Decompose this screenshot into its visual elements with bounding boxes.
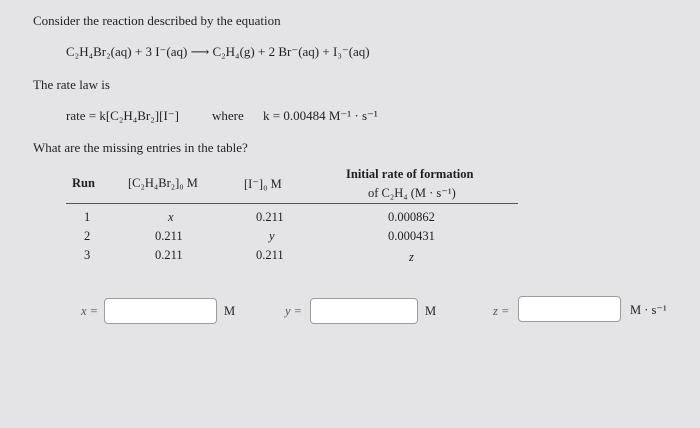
rate-constant: k = 0.00484 M⁻¹ · s⁻¹: [263, 108, 378, 123]
x-label: x =: [81, 304, 99, 318]
x-unit: M: [224, 304, 236, 318]
cell-run: 2: [84, 229, 91, 243]
product-bromide: 2 Br⁻(aq): [268, 44, 320, 59]
cell-rate: 0.000431: [388, 229, 435, 243]
header-iodide: [I⁻]₀ M: [244, 177, 282, 191]
y-unit: M: [425, 304, 437, 318]
plus-sign: +: [322, 44, 330, 59]
product-triiodide: I₃⁻(aq): [332, 44, 370, 59]
cell-run: 1: [84, 210, 91, 224]
rate-law-expression: rate = k[C₂H₄Br₂][I⁻]: [66, 108, 179, 123]
z-unit: M · s⁻¹: [630, 303, 667, 317]
reactant-iodide: 3 I⁻(aq): [145, 44, 188, 59]
reaction-equation: [66, 44, 370, 60]
header-rate-line2: of C₂H₄ (M · s⁻¹): [368, 186, 456, 200]
cell-iodide: 0.211: [256, 210, 284, 224]
intro-text: Consider the reaction described by the equation: [33, 13, 281, 28]
z-label: z =: [493, 304, 510, 318]
cell-c2h4br2: 0.211: [155, 248, 183, 262]
header-rate-line1: Initial rate of formation: [346, 167, 474, 181]
cell-iodide: y: [269, 229, 275, 243]
question-text: What are the missing entries in the table?: [33, 140, 248, 155]
reactant-c2h4br2: C₂H₄Br₂(aq): [66, 44, 132, 59]
y-input[interactable]: [310, 298, 418, 324]
cell-c2h4br2: x: [168, 210, 174, 224]
cell-iodide: 0.211: [256, 248, 284, 262]
y-label: y =: [285, 304, 303, 318]
rate-law-intro: The rate law is: [33, 77, 110, 92]
cell-c2h4br2: 0.211: [155, 229, 183, 243]
header-run: Run: [72, 176, 95, 190]
table-header-divider: [66, 203, 518, 204]
plus-sign: +: [258, 44, 266, 59]
product-c2h4: C₂H₄(g): [212, 44, 255, 59]
header-c2h4br2: [C₂H₄Br₂]₀ M: [128, 176, 198, 190]
reaction-arrow-icon: ⟶: [190, 44, 210, 59]
cell-run: 3: [84, 248, 91, 262]
where-text: where: [212, 108, 244, 123]
cell-rate: 0.000862: [388, 210, 435, 224]
z-input[interactable]: [518, 296, 621, 322]
x-input[interactable]: [104, 298, 217, 324]
plus-sign: +: [134, 44, 143, 59]
cell-rate: z: [409, 250, 414, 264]
